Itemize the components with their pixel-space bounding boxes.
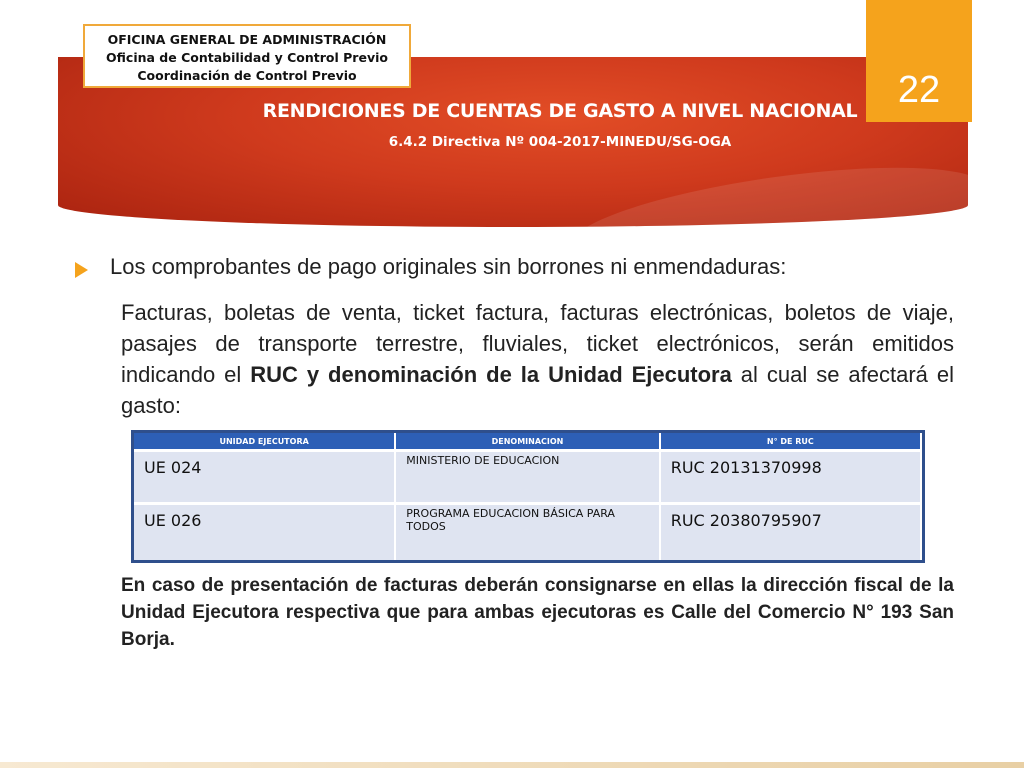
table-cell: RUC 20131370998: [660, 451, 921, 504]
table-cell: PROGRAMA EDUCACION BÁSICA PARA TODOS: [395, 504, 659, 560]
header-line-2: Oficina de Contabilidad y Control Previo: [106, 50, 388, 65]
header-line-3: Coordinación de Control Previo: [137, 68, 357, 83]
department-header-box: [83, 24, 411, 88]
body-paragraph: [121, 297, 954, 421]
paragraph-bold: RUC y denominación de la Unidad Ejecutora: [250, 362, 732, 387]
table-cell: MINISTERIO DE EDUCACION: [395, 451, 659, 504]
paragraph-part-1: Facturas, boletas de venta, ticket factura, facturas electrónicas, boletos de viaje, pasajes de transporte terrestre, fluviales, ticket electrónicos, serán emitidos indicando el: [121, 300, 954, 387]
table-cell: RUC 20380795907: [660, 504, 921, 560]
ruc-table: [131, 430, 925, 563]
page-number: 22: [897, 69, 941, 111]
table-header-row: [134, 433, 921, 451]
table-header-cell: DENOMINACION: [395, 433, 659, 451]
paragraph-part-2: al cual se afectará el gasto:: [121, 362, 954, 418]
table-row: [134, 504, 921, 560]
table-cell: UE 026: [134, 504, 395, 560]
slide-subtitle: 6.4.2 Directiva Nº 004-2017-MINEDU/SG-OGA: [388, 134, 732, 150]
header-line-1: OFICINA GENERAL DE ADMINISTRACIÓN: [107, 32, 387, 47]
bullet-arrow-icon: [75, 262, 88, 278]
table-header-cell: N° DE RUC: [660, 433, 921, 451]
table-cell: UE 024: [134, 451, 395, 504]
bullet-text: Los comprobantes de pago originales sin borrones ni enmendaduras:: [110, 254, 787, 279]
table-row: [134, 451, 921, 504]
table-header-cell: UNIDAD EJECUTORA: [134, 433, 395, 451]
slide-title: RENDICIONES DE CUENTAS DE GASTO A NIVEL NACIONAL: [262, 100, 858, 122]
note-paragraph: En caso de presentación de facturas deberán consignarse en ellas la dirección fiscal de la Unidad Ejecutora respectiva que para ambas ejecutoras es Calle del Comercio N° 193 San Borja.: [121, 575, 954, 650]
bottom-decoration: [0, 762, 1024, 768]
